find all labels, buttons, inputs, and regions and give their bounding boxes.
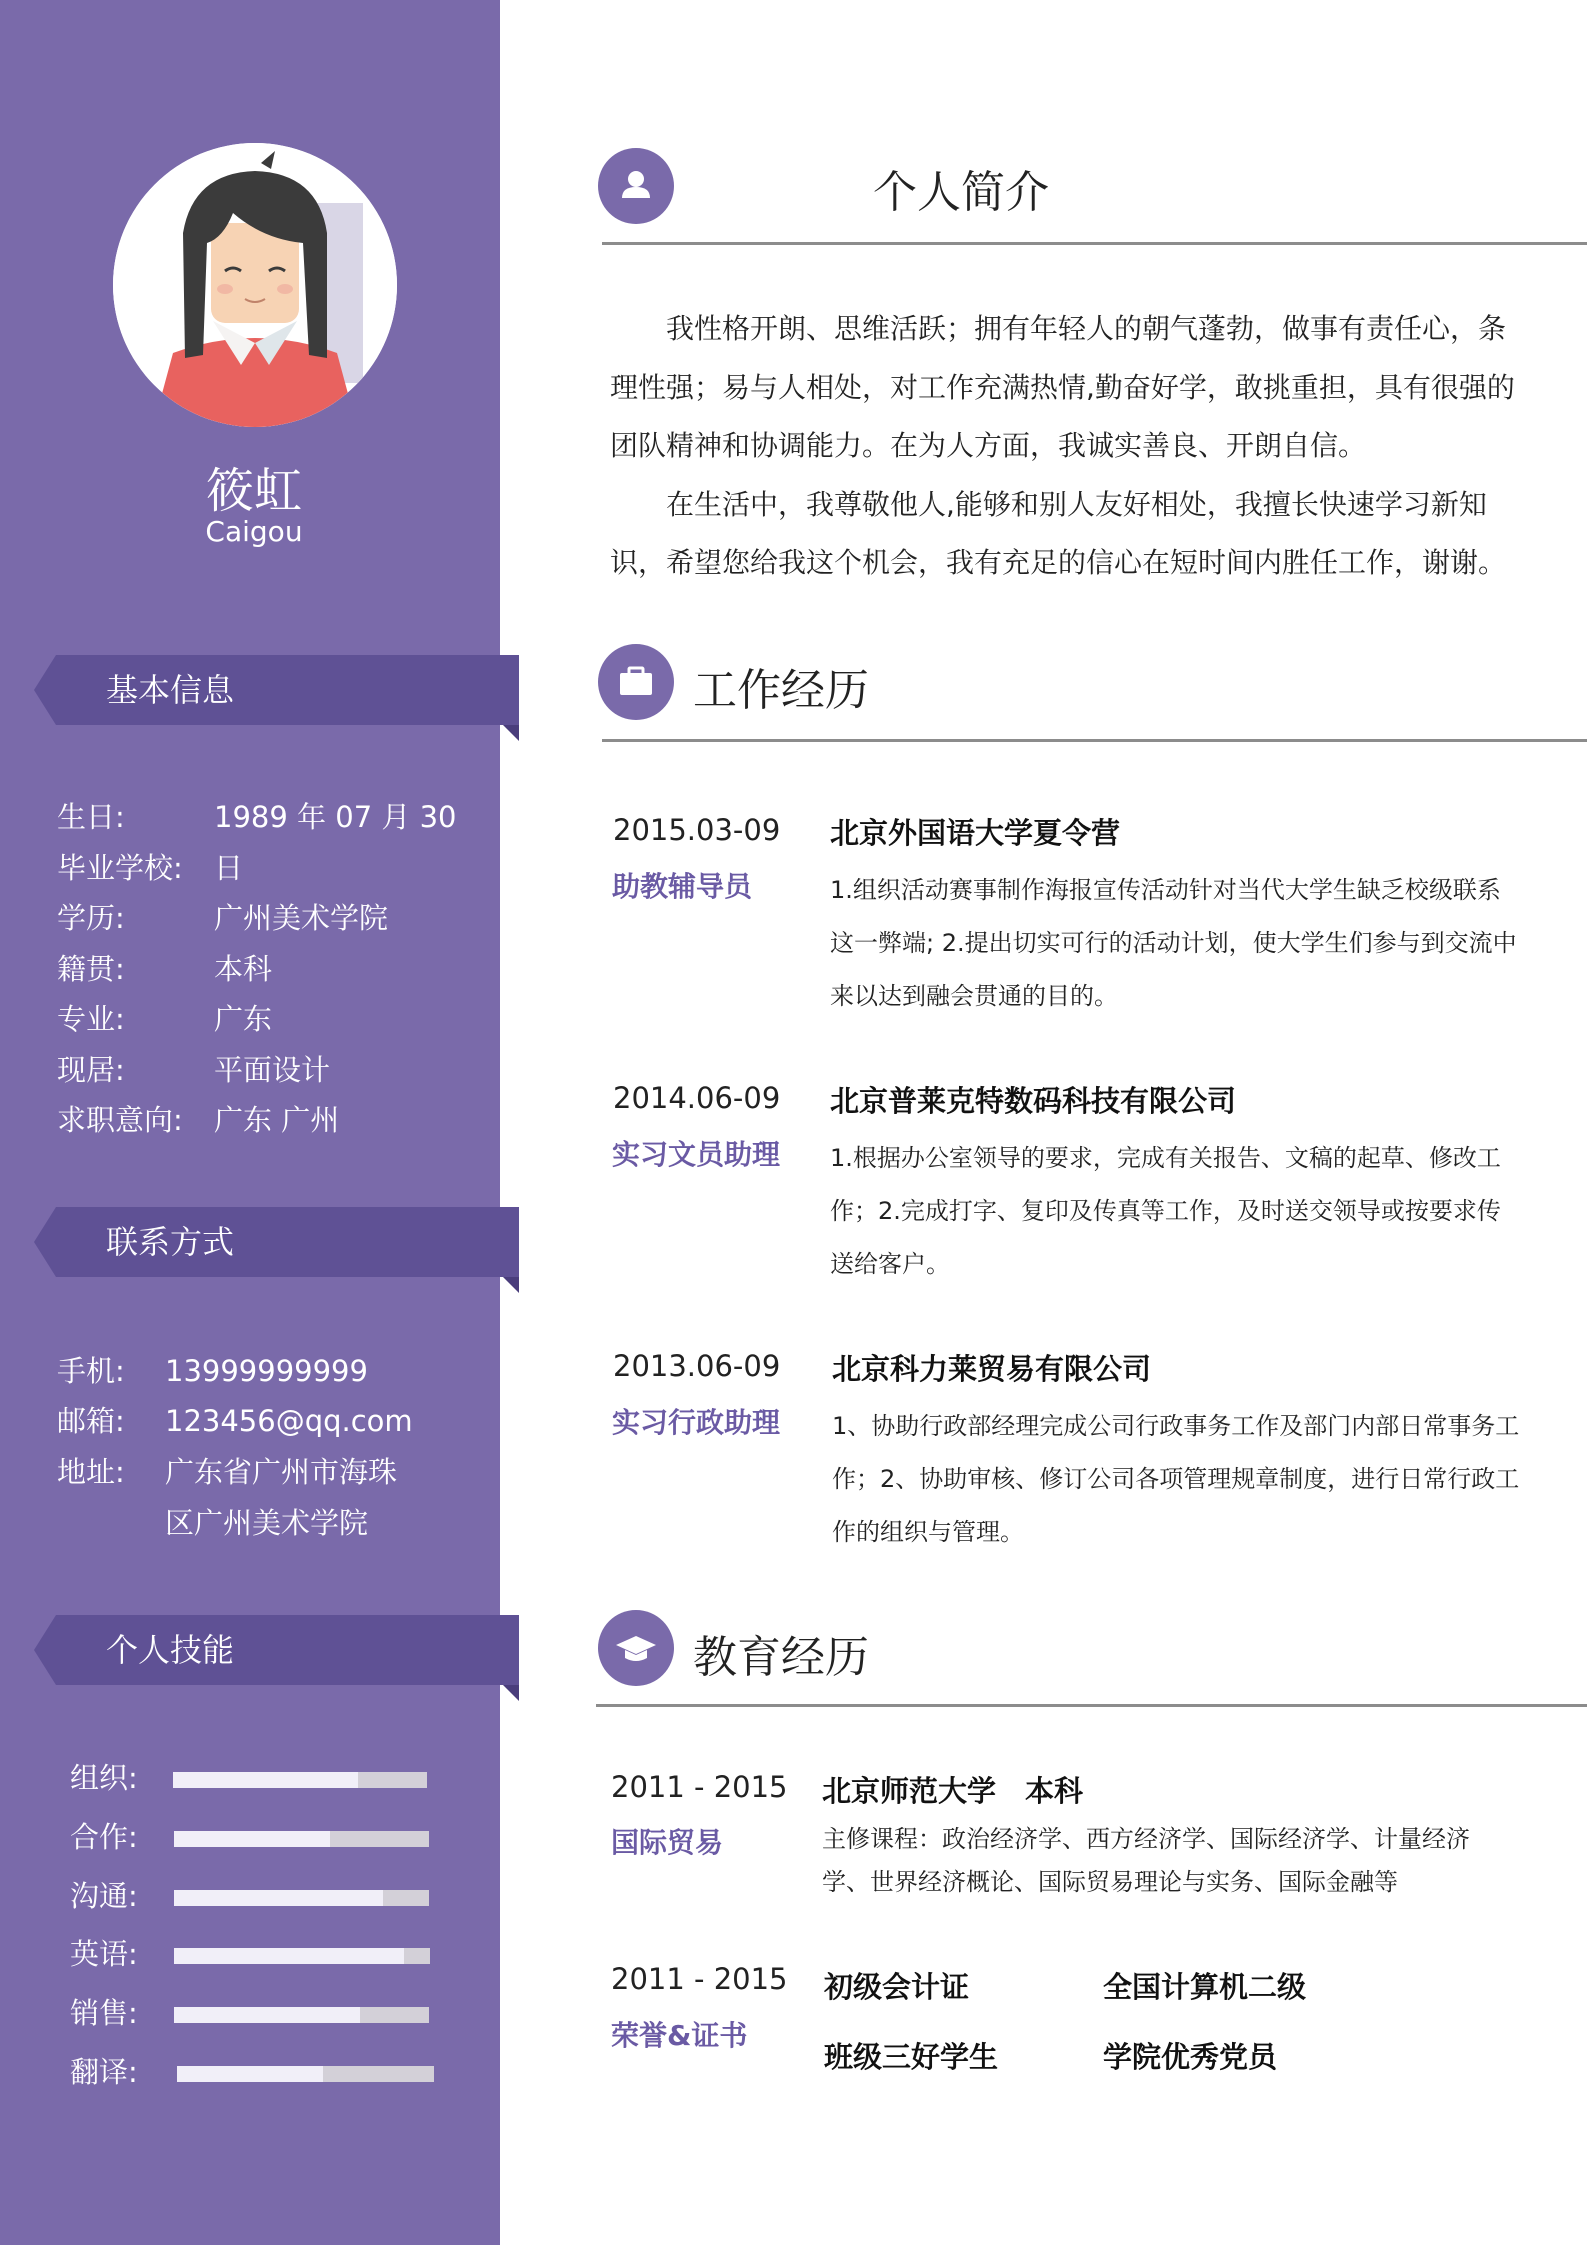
work-role: 助教辅导员 <box>612 870 753 903</box>
skill-level-bar <box>174 1948 430 1964</box>
intro-paragraph: 在生活中，我尊敬他人,能够和别人友好相处，我擅长快速学习新知识，希望您给我这个机会，我有充足的信心在短时间内胜任工作，谢谢。 <box>610 487 1507 579</box>
work-desc: 1.根据办公室领导的要求，完成有关报告、文稿的起草、修改工作；2.完成打字、复印及传真等工作，及时送交领导或按要求传送给客户。 <box>830 1144 1501 1278</box>
contact-key: 地址: <box>57 1455 125 1489</box>
intro-title: 个人简介 <box>873 167 1049 218</box>
contact-email <box>57 1401 413 1441</box>
contact-phone <box>57 1351 368 1391</box>
info-key: 现居: <box>57 1053 125 1087</box>
education-date: 2011 - 2015 <box>611 1770 788 1804</box>
work-desc: 1、协助行政部经理完成公司行政事务工作及部门内部日常事务工作；2、协助审核、修订公司各项管理规章制度，进行日常行政工作的组织与管理。 <box>832 1412 1520 1546</box>
work-divider <box>602 739 1587 742</box>
honor-label: 荣誉&证书 <box>611 2019 748 2052</box>
skill-label: 沟通: <box>70 1879 138 1913</box>
honor-item: 初级会计证 <box>824 1970 970 2004</box>
info-key: 求职意向: <box>57 1103 183 1137</box>
skill-level-fill <box>174 1890 383 1906</box>
info-row-hometown <box>57 949 273 989</box>
honor-item: 班级三好学生 <box>824 2040 999 2074</box>
info-row-education <box>57 898 389 938</box>
basic-info-title: 基本信息 <box>106 671 235 709</box>
education-major: 国际贸易 <box>611 1826 724 1859</box>
education-divider <box>596 1704 1587 1707</box>
skill-level-bar <box>174 1831 429 1847</box>
info-key: 籍贯: <box>57 952 125 986</box>
info-row-job-intent <box>57 1100 340 1140</box>
contact-key: 邮箱: <box>57 1404 125 1438</box>
avatar <box>113 143 397 427</box>
info-value: 广东 广州 <box>214 1103 340 1137</box>
education-school: 北京师范大学 本科 <box>822 1774 1084 1808</box>
info-value: 广州美术学院 <box>214 901 389 935</box>
tag-fold <box>503 1685 519 1701</box>
education-title: 教育经历 <box>693 1632 869 1683</box>
graduation-cap-icon <box>598 1610 674 1686</box>
skill-label: 翻译: <box>70 2055 138 2089</box>
work-role: 实习行政助理 <box>612 1406 781 1439</box>
education-courses: 主修课程：政治经济学、西方经济学、国际经济学、计量经济学、世界经济概论、国际贸易理论与实务、国际金融等 <box>822 1825 1470 1896</box>
profile-name: 筱虹 <box>205 463 302 519</box>
work-org: 北京外国语大学夏令营 <box>830 816 1121 850</box>
skill-level-bar <box>173 1772 427 1788</box>
work-title: 工作经历 <box>693 665 869 716</box>
contact-value: 广东省广州市海珠 <box>165 1455 398 1489</box>
work-date: 2013.06-09 <box>613 1349 781 1383</box>
contact-tag <box>56 1207 519 1277</box>
info-row-school <box>57 848 244 888</box>
skills-title: 个人技能 <box>106 1631 235 1669</box>
skill-level-fill <box>174 1948 404 1964</box>
contact-value: 123456@qq.com <box>165 1404 413 1438</box>
skills-tag <box>56 1615 519 1685</box>
honor-item: 全国计算机二级 <box>1103 1970 1307 2004</box>
skill-level-bar <box>177 2066 434 2082</box>
skill-label: 合作: <box>70 1820 138 1854</box>
intro-divider <box>602 242 1587 245</box>
skill-level-fill <box>173 1772 358 1788</box>
honor-date: 2011 - 2015 <box>611 1962 788 1996</box>
skill-level-bar <box>174 1890 429 1906</box>
work-date: 2014.06-09 <box>613 1081 781 1115</box>
contact-address <box>57 1452 398 1492</box>
info-key: 专业: <box>57 1002 125 1036</box>
tag-fold <box>503 1277 519 1293</box>
intro-text <box>610 300 1530 593</box>
work-desc: 1.组织活动赛事制作海报宣传活动针对当代大学生缺乏校级联系这一弊端; 2.提出切实可行的活动计划，使大学生们参与到交流中来以达到融会贯通的目的。 <box>830 876 1517 1010</box>
contact-title: 联系方式 <box>106 1223 235 1261</box>
info-key: 毕业学校: <box>57 851 183 885</box>
contact-key: 手机: <box>57 1354 125 1388</box>
skill-level-bar <box>174 2007 429 2023</box>
skill-level-fill <box>174 2007 360 2023</box>
honor-item: 学院优秀党员 <box>1103 2040 1278 2074</box>
skill-level-fill <box>174 1831 330 1847</box>
person-icon <box>598 148 674 224</box>
info-value: 广东 <box>214 1002 273 1036</box>
intro-paragraph: 我性格开朗、思维活跃；拥有年轻人的朝气蓬勃，做事有责任心，条理性强；易与人相处，对工作充满热情,勤奋好学，敢挑重担，具有很强的团队精神和协调能力。在为人方面，我诚实善良、开朗自信。 <box>610 312 1515 462</box>
work-role: 实习文员助理 <box>612 1138 781 1171</box>
info-key: 学历: <box>57 901 125 935</box>
skill-label: 英语: <box>70 1937 138 1971</box>
info-value: 平面设计 <box>214 1053 331 1087</box>
info-key: 生日: <box>57 800 125 834</box>
work-org: 北京普莱克特数码科技有限公司 <box>830 1084 1237 1118</box>
tag-fold <box>503 725 519 741</box>
skill-label: 销售: <box>70 1996 138 2030</box>
info-row-residence <box>57 1050 331 1090</box>
info-value: 1989 年 07 月 30 <box>214 800 457 834</box>
work-date: 2015.03-09 <box>613 813 781 847</box>
basic-info-tag <box>56 655 519 725</box>
work-org: 北京科力莱贸易有限公司 <box>832 1352 1152 1386</box>
info-value: 本科 <box>214 952 273 986</box>
briefcase-icon <box>598 644 674 720</box>
contact-value: 13999999999 <box>165 1354 368 1388</box>
skill-level-fill <box>177 2066 323 2082</box>
info-value: 日 <box>214 851 244 885</box>
info-row-birthday <box>57 797 457 837</box>
skill-label: 组织: <box>70 1761 138 1795</box>
profile-subname: Caigou <box>205 515 303 548</box>
info-row-major <box>57 999 273 1039</box>
contact-value: 区广州美术学院 <box>165 1506 369 1540</box>
